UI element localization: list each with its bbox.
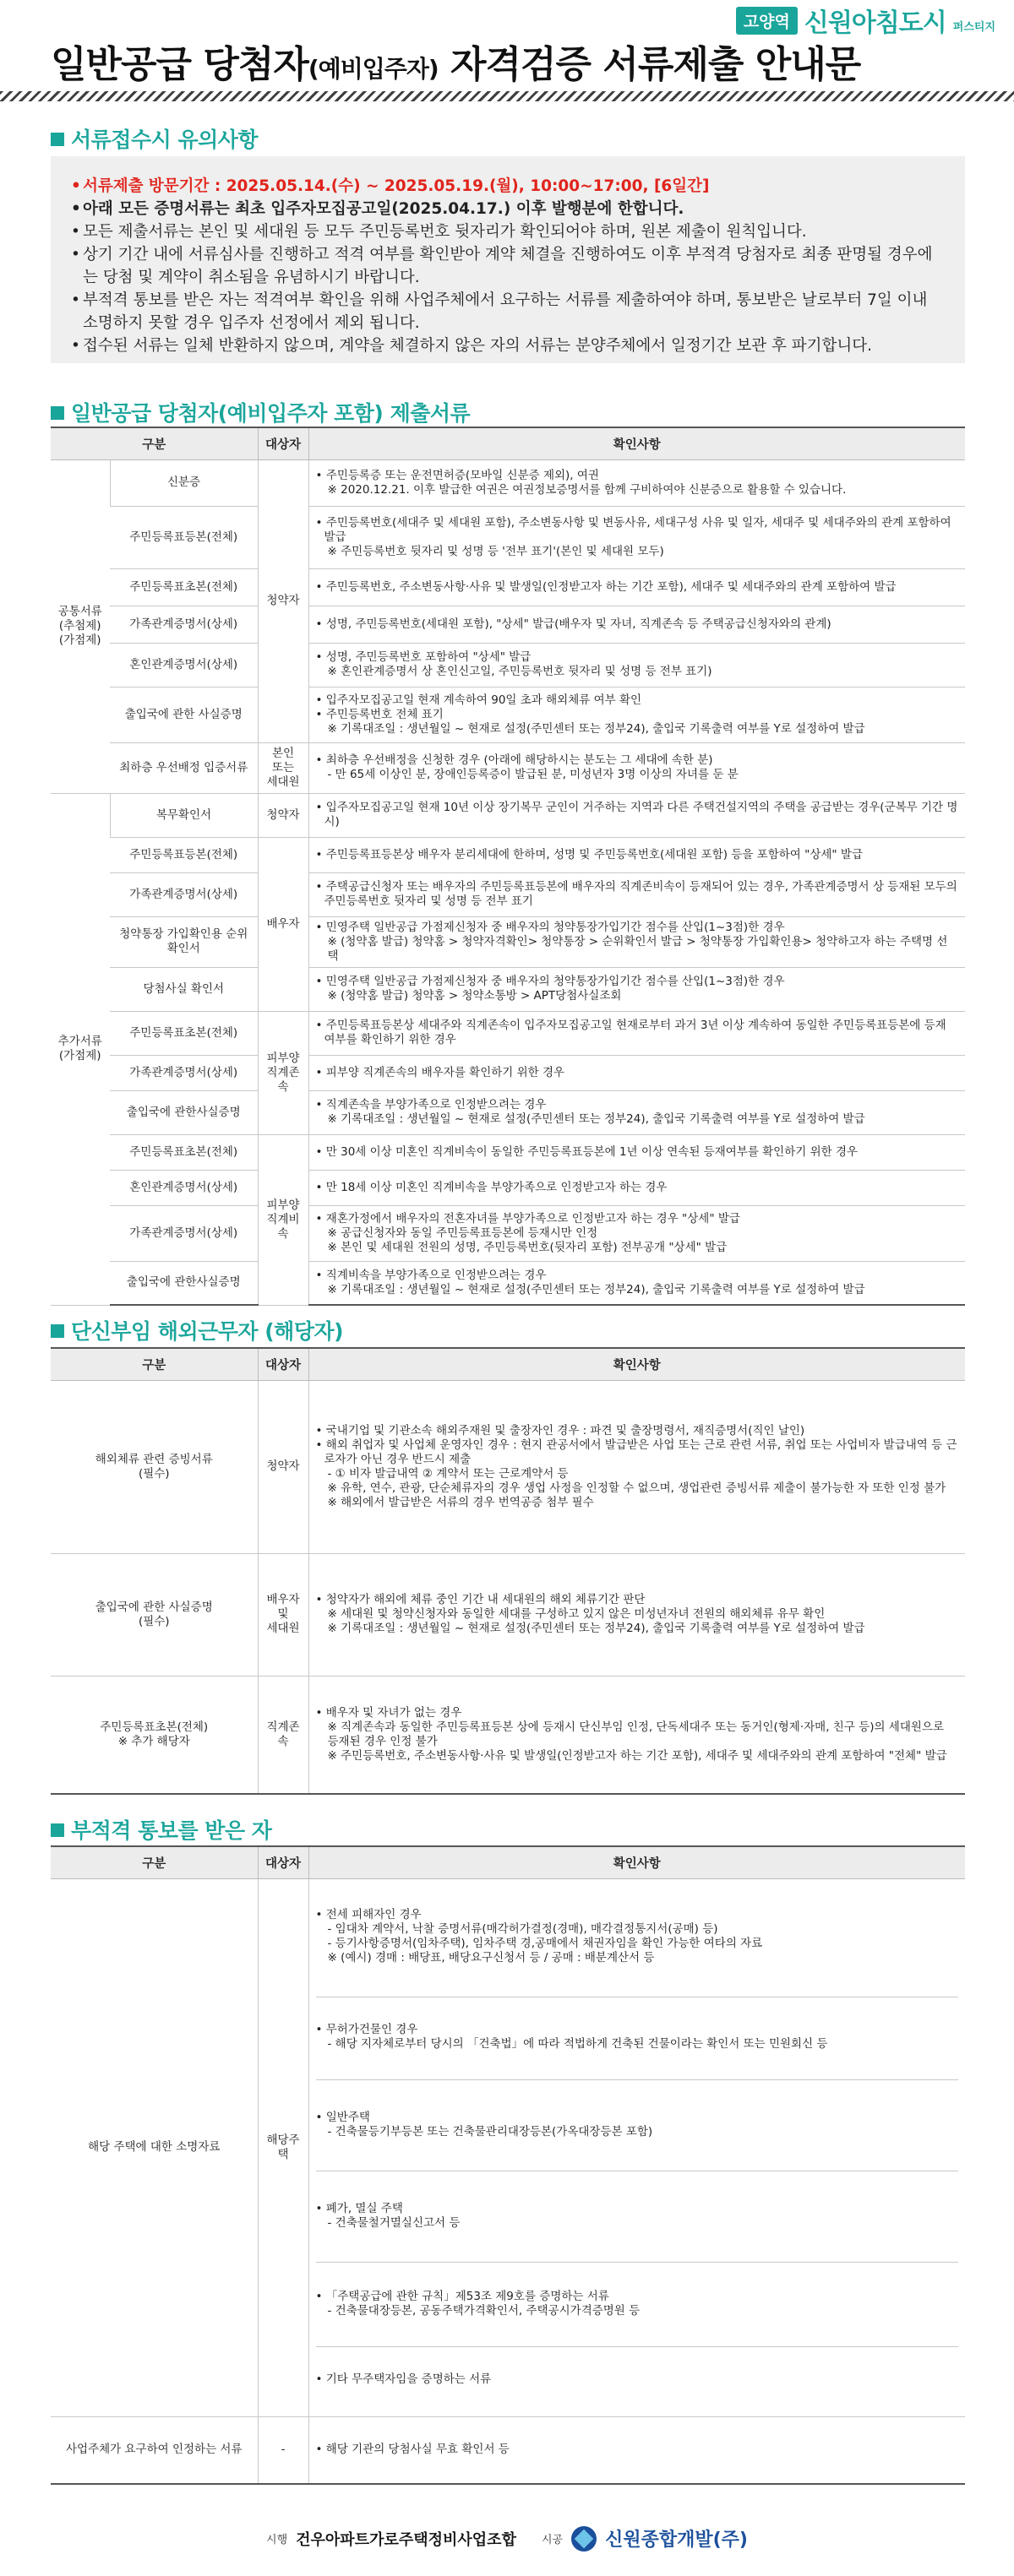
sec3-heading: 부적격 통보를 받은 자 — [51, 1814, 271, 1845]
detail-cell: • 민영주택 일반공급 가점제신청자 중 배우자의 청약통장가입기간 점수를 산입(1~3점)한 경우 ※ (청약홈 발급) 청약홈 > 청약자격확인> 청약통장 > 순위확인서 발급 > 청약통장 가입확인용> 청약하고자 하는 주택명 선택 — [308, 916, 965, 967]
col-header: 대상자 — [258, 1348, 308, 1380]
doc-cell: 출입국에 관한 사실증명 — [110, 687, 258, 742]
doc-cell: 주민등록표초본(전체) ※ 추가 해당자 — [51, 1676, 258, 1794]
notice-item: • 아래 모든 증명서류는 최초 입주자모집공고일(2025.04.17.) 이후 발행분에 한합니다. — [71, 198, 945, 220]
proof-item: • 일반주택 - 건축물등기부등본 또는 건축물관리대장등본(가옥대장등본 포함) — [316, 2080, 959, 2171]
col-header: 확인사항 — [308, 427, 965, 459]
group-cell: 공통서류 (추첨제) (가점제) — [51, 459, 110, 793]
doc-cell: 가족관계증명서(상세) — [110, 1055, 258, 1090]
detail-cell: • 성명, 주민등록번호 포함하여 "상세" 발급 ※ 혼인관계증명서 상 혼인신고일, 주민등록번호 뒷자리 및 성명 등 전부 표기) — [308, 643, 965, 687]
proof-item: • 무허가건물인 경우 - 해당 지자체로부터 당시의 「건축법」에 따라 적법하게 건축된 건물이라는 확인서 또는 민원회신 등 — [316, 1997, 959, 2080]
notice-item: • 서류제출 방문기간 : 2025.05.14.(수) ~ 2025.05.19.(월), 10:00~17:00, [6일간] — [71, 175, 945, 198]
notice-heading: 서류접수시 유의사항 — [51, 123, 258, 154]
footer — [0, 2525, 1014, 2552]
detail-cell: • 직계비속을 부양가족으로 인정받으려는 경우 ※ 기록대조일 : 생년월일 ~ 현재로 설정(주민센터 또는 정부24), 출입국 기록출력 여부를 Y로 설정하여 발급 — [308, 1261, 965, 1305]
doc-cell: 출입국에 관한사실증명 — [110, 1261, 258, 1305]
brand-tag: 고양역 — [736, 7, 798, 35]
col-header: 대상자 — [258, 1846, 308, 1878]
detail-cell: • 만 18세 이상 미혼인 직계비속을 부양가족으로 인정받고자 하는 경우 — [308, 1170, 965, 1205]
doc-cell: 혼인관계증명서(상세) — [110, 643, 258, 687]
notice-item: • 모든 제출서류는 본인 및 세대원 등 모두 주민등록번호 뒷자리가 확인되어야 하며, 원본 제출이 원칙입니다. — [71, 220, 945, 243]
doc-cell: 혼인관계증명서(상세) — [110, 1170, 258, 1205]
detail-cell: • 최하층 우선배정을 신청한 경우 (아래에 해당하시는 분도는 그 세대에 속한 분) - 만 65세 이상인 분, 장애인등록증이 발급된 분, 미성년자 3명 이상의 자녀를 둔 분 — [308, 742, 965, 793]
doc-cell: 신분증 — [110, 459, 258, 506]
target-cell: 피부양 직계비속 — [258, 1134, 308, 1305]
page-title: 일반공급 당첨자(예비입주자) 자격검증 서류제출 안내문 — [51, 43, 861, 86]
target-cell: 배우자 및 세대원 — [258, 1553, 308, 1676]
notice-item: • 부적격 통보를 받은 자는 적격여부 확인을 위해 사업주체에서 요구하는 서류를 제출하여야 하며, 통보받은 날로부터 7일 이내 소명하지 못할 경우 입주자 선정에서 제외 됩니다. — [71, 289, 945, 334]
doc-cell: 가족관계증명서(상세) — [110, 1205, 258, 1261]
target-cell: 해당주택 — [258, 1878, 308, 2416]
col-header: 확인사항 — [308, 1846, 965, 1878]
detail-cell: • 민영주택 일반공급 가점제신청자 중 배우자의 청약통장가입기간 점수를 산입(1~3점)한 경우 ※ (청약홈 발급) 청약홈 > 청약소통방 > APT당첨사실조회 — [308, 967, 965, 1011]
footer-exec-org: 건우아파트가로주택정비사업조합 — [296, 2530, 516, 2549]
group-cell: 추가서류 (가점제) — [51, 793, 110, 1305]
proof-item: • 기타 무주택자임을 증명하는 서류 — [316, 2347, 959, 2416]
sec1-heading: 일반공급 당첨자(예비입주자 포함) 제출서류 — [51, 397, 470, 427]
brand-sub: 퍼스티지 — [952, 21, 995, 34]
detail-cell: • 국내기업 및 기관소속 해외주재원 및 출장자인 경우 : 파견 및 출장명령서, 재직증명서(직인 날인) • 해외 취업자 및 사업체 운영자인 경우 : 현지 관공서에서 발급받은 사업 또는 근로 관련 서류, 취업 또는 사업비자 발급내역 등 근로자가 아닌 경우 반드시 제출 - ① 비자 발급내역 ② 계약서 또는 근로계약서 등 ※ 유학, 연수, 관광, 단순체류자의 경우 생업 사정을 인정할 수 없으며, 생업관련 증빙서류 제출이 불가능한 자 또한 인정 불가 ※ 해외에서 발급받은 서류의 경우 번역공증 첨부 필수 — [308, 1380, 965, 1553]
doc-cell: 가족관계증명서(상세) — [110, 872, 258, 916]
detail-cell: • 주민등록표등본상 세대주와 직계존속이 입주자모집공고일 현재로부터 과거 3년 이상 계속하여 동일한 주민등록표등본에 등재 여부를 확인하기 위한 경우 — [308, 1011, 965, 1055]
detail-cell: • 성명, 주민등록번호(세대원 포함), "상세" 발급(배우자 및 자녀, 직계존속 등 주택공급신청자와의 관계) — [308, 606, 965, 643]
detail-cell: • 주민등록번호, 주소변동사항·사유 및 발생일(인정받고자 하는 기간 포함), 세대주 및 세대주와의 관계 포함하여 발급 — [308, 568, 965, 606]
footer-exec-label: 시행 — [266, 2534, 288, 2546]
proof-item: • 「주택공급에 관한 규칙」제53조 제9호를 증명하는 서류 - 건축물대장등본, 공동주택가격확인서, 주택공시가격증명원 등 — [316, 2263, 959, 2347]
col-header: 대상자 — [258, 427, 308, 459]
notice-box — [51, 156, 965, 363]
detail-cell: • 직계존속을 부양가족으로 인정받으려는 경우 ※ 기록대조일 : 생년월일 ~ 현재로 설정(주민센터 또는 정부24), 출입국 기록출력 여부를 Y로 설정하여 발급 — [308, 1090, 965, 1134]
doc-cell: 가족관계증명서(상세) — [110, 606, 258, 643]
footer-build-label: 시공 — [541, 2534, 564, 2546]
detail-cell: • 주민등록표등본상 배우자 분리세대에 한하며, 성명 및 주민등록번호(세대원 포함) 등을 포함하여 "상세" 발급 — [308, 837, 965, 872]
sec2-table — [51, 1347, 965, 1795]
doc-cell: 해외체류 관련 증빙서류 (필수) — [51, 1380, 258, 1553]
target-cell: 청약자 — [258, 793, 308, 837]
detail-cell: • 배우자 및 자녀가 없는 경우 ※ 직계존속과 동일한 주민등록표등본 상에 등재시 단신부임 인정, 단독세대주 또는 동거인(형제·자매, 친구 등)의 세대원으로 등재된 경우 인정 불가 ※ 주민등록번호, 주소변동사항·사유 및 발생일(인정받고자 하는 기간 포함), 세대주 및 세대주와의 관계 포함하여 "전체" 발급 — [308, 1676, 965, 1794]
col-header: 확인사항 — [308, 1348, 965, 1380]
col-header: 구분 — [51, 1348, 258, 1380]
doc-cell: 청약통장 가입확인용 순위확인서 — [110, 916, 258, 967]
builder-logo-icon — [571, 2526, 597, 2552]
sec1-table — [51, 427, 965, 1306]
sec2-heading: 단신부임 해외근무자 (해당자) — [51, 1315, 343, 1345]
col-header: 구분 — [51, 1846, 258, 1878]
doc-cell: 주민등록표등본(전체) — [110, 837, 258, 872]
doc-cell: 최하층 우선배정 입증서류 — [110, 742, 258, 793]
target-cell: 직계존속 — [258, 1676, 308, 1794]
detail-cell: • 주민등록번호(세대주 및 세대원 포함), 주소변동사항 및 변동사유, 세대구성 사유 및 일자, 세대주 및 세대주와의 관계 포함하여 발급 ※ 주민등록번호 뒷자리 및 성명 등 '전부 표기'(본인 및 세대원 모두) — [308, 506, 965, 568]
notice-item: • 상기 기간 내에 서류심사를 진행하고 적격 여부를 확인받아 계약 체결을 진행하여도 이후 부적격 당첨자로 최종 판명될 경우에는 당첨 및 계약이 취소됨을 유념하시기 바랍니다. — [71, 243, 945, 289]
detail-cell: • 재혼가정에서 배우자의 전혼자녀를 부양가족으로 인정받고자 하는 경우 "상세" 발급 ※ 공급신청자와 동일 주민등록표등본에 등재시만 인정 ※ 본인 및 세대원 전원의 성명, 주민등록번호(뒷자리 포함) 전부공개 "상세" 발급 — [308, 1205, 965, 1261]
detail-cell: • 해당 기관의 당첨사실 무효 확인서 등 — [308, 2416, 965, 2484]
doc-cell: 당첨사실 확인서 — [110, 967, 258, 1011]
doc-cell: 주민등록표등본(전체) — [110, 506, 258, 568]
target-cell: 배우자 — [258, 837, 308, 1011]
notice-item: • 접수된 서류는 일체 반환하지 않으며, 계약을 체결하지 않은 자의 서류는 분양주체에서 일정기간 보관 후 파기합니다. — [71, 334, 945, 357]
hatch-divider — [0, 91, 1014, 101]
col-header: 구분 — [51, 427, 258, 459]
target-cell: 피부양 직계존속 — [258, 1011, 308, 1134]
proof-item: • 폐가, 멸실 주택 - 건축물철거멸실신고서 등 — [316, 2171, 959, 2263]
proof-item: • 전세 피해자인 경우 - 임대차 계약서, 낙찰 증명서류(매각허가결정(경매), 매각결정통지서(공매) 등) - 등기사항증명서(임차주택), 임차주택 경,공매에서 채권자임을 확인 가능한 여타의 자료 ※ (예시) 경매 : 배당표, 배당요구신청서 등 / 공매 : 배분계산서 등 — [316, 1879, 959, 1997]
target-cell: 청약자 — [258, 459, 308, 742]
target-cell: - — [258, 2416, 308, 2484]
brand-name: 신원아침도시 — [804, 8, 946, 38]
detail-cell: • 입주자모집공고일 현재 계속하여 90일 초과 해외체류 여부 확인 • 주민등록번호 전체 표기 ※ 기록대조일 : 생년월일 ~ 현재로 설정(주민센터 또는 정부24), 출입국 기록출력 여부를 Y로 설정하여 발급 — [308, 687, 965, 742]
doc-cell: 출입국에 관한사실증명 — [110, 1090, 258, 1134]
detail-cell: • 주민등록증 또는 운전면허증(모바일 신분증 제외), 여권 ※ 2020.12.21. 이후 발급한 여권은 여권정보증명서를 함께 구비하여야 신분증으로 활용할 수 있습니다. — [308, 459, 965, 506]
target-cell: 본인 또는 세대원 — [258, 742, 308, 793]
detail-cell: • 피부양 직계존속의 배우자를 확인하기 위한 경우 — [308, 1055, 965, 1090]
detail-cell: • 만 30세 이상 미혼인 직계비속이 동일한 주민등록표등본에 1년 이상 연속된 등재여부를 확인하기 위한 경우 — [308, 1134, 965, 1170]
doc-cell: 해당 주택에 대한 소명자료 — [51, 1878, 258, 2416]
doc-cell: 주민등록표초본(전체) — [110, 568, 258, 606]
doc-cell: 주민등록표초본(전체) — [110, 1134, 258, 1170]
target-cell: 청약자 — [258, 1380, 308, 1553]
doc-cell: 복무확인서 — [110, 793, 258, 837]
detail-cell: • 청약자가 해외에 체류 중인 기간 내 세대원의 해외 체류기간 판단 ※ 세대원 및 청약신청자와 동일한 세대를 구성하고 있지 않은 미성년자녀 전원의 해외체류 유무 확인 ※ 기록대조일 : 생년월일 ~ 현재로 설정(주민센터 또는 정부24), 출입국 기록출력 여부를 Y로 설정하여 발급 — [308, 1553, 965, 1676]
doc-cell: 사업주체가 요구하여 인정하는 서류 — [51, 2416, 258, 2484]
sec3-table — [51, 1845, 965, 2485]
doc-cell: 주민등록표초본(전체) — [110, 1011, 258, 1055]
detail-cell — [308, 1878, 965, 2416]
footer-builder: 신원종합개발(주) — [605, 2530, 748, 2551]
detail-cell: • 주택공급신청자 또는 배우자의 주민등록표등본에 배우자의 직계존비속이 등재되어 있는 경우, 가족관계증명서 상 등재된 모두의 주민등록번호 뒷자리 및 성명 등 전부 표기 — [308, 872, 965, 916]
doc-cell: 출입국에 관한 사실증명 (필수) — [51, 1553, 258, 1676]
detail-cell: • 입주자모집공고일 현재 10년 이상 장기복무 군인이 거주하는 지역과 다른 주택건설지역의 주택을 공급받는 경우(군복무 기간 명시) — [308, 793, 965, 837]
